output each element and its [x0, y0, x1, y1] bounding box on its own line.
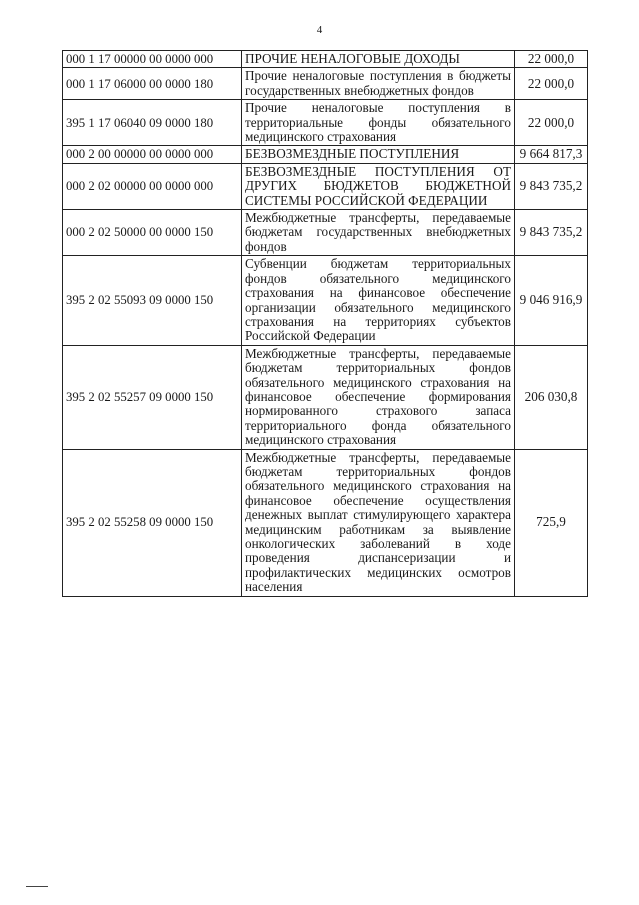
revenue-table	[62, 50, 588, 597]
classification-code: 395 2 02 55093 09 0000 150	[63, 256, 242, 345]
table-row	[63, 146, 588, 163]
table-row	[63, 345, 588, 449]
revenue-amount: 9 843 735,2	[515, 210, 588, 256]
revenue-amount: 22 000,0	[515, 51, 588, 68]
table-row	[63, 449, 588, 596]
revenue-name: Межбюджетные трансферты, передаваемые бюджетам территориальных фондов обязательного медицинского страхования на финансовое обеспечение формирования нормированного страхового запаса территориального фонда обязательного медицинского страхования	[242, 345, 515, 449]
revenue-name: Прочие неналоговые поступления в бюджеты государственных внебюджетных фондов	[242, 68, 515, 100]
revenue-name: Межбюджетные трансферты, передаваемые бюджетам территориальных фондов обязательного медицинского страхования на финансовое обеспечение осуществления денежных выплат стимулирующего характера медицинским работникам за выявление онкологических заболеваний в ходе проведения диспансеризации и профилактических медицинских осмотров населения	[242, 449, 515, 596]
classification-code: 000 1 17 06000 00 0000 180	[63, 68, 242, 100]
revenue-amount: 22 000,0	[515, 100, 588, 146]
table-row	[63, 163, 588, 209]
classification-code: 000 2 00 00000 00 0000 000	[63, 146, 242, 163]
revenue-amount: 725,9	[515, 449, 588, 596]
revenue-name: ПРОЧИЕ НЕНАЛОГОВЫЕ ДОХОДЫ	[242, 51, 515, 68]
revenue-name: Субвенции бюджетам территориальных фондов обязательного медицинского страхования на финансовое обеспечение организации обязательного медицинского страхования на территориях субъектов Российской Федерации	[242, 256, 515, 345]
revenue-amount: 9 664 817,3	[515, 146, 588, 163]
revenue-amount: 9 843 735,2	[515, 163, 588, 209]
revenue-name: БЕЗВОЗМЕЗДНЫЕ ПОСТУПЛЕНИЯ	[242, 146, 515, 163]
revenue-name: Прочие неналоговые поступления в территориальные фонды обязательного медицинского страхования	[242, 100, 515, 146]
page-number: 4	[316, 24, 323, 36]
revenue-amount: 9 046 916,9	[515, 256, 588, 345]
revenue-name: Межбюджетные трансферты, передаваемые бюджетам государственных внебюджетных фондов	[242, 210, 515, 256]
table-row	[63, 68, 588, 100]
classification-code: 000 2 02 00000 00 0000 000	[63, 163, 242, 209]
table-row	[63, 256, 588, 345]
classification-code: 395 2 02 55257 09 0000 150	[63, 345, 242, 449]
revenue-amount: 206 030,8	[515, 345, 588, 449]
classification-code: 395 2 02 55258 09 0000 150	[63, 449, 242, 596]
classification-code: 000 1 17 00000 00 0000 000	[63, 51, 242, 68]
classification-code: 000 2 02 50000 00 0000 150	[63, 210, 242, 256]
footer-divider	[26, 886, 48, 887]
revenue-amount: 22 000,0	[515, 68, 588, 100]
revenue-name: БЕЗВОЗМЕЗДНЫЕ ПОСТУПЛЕНИЯ ОТ ДРУГИХ БЮДЖЕТОВ БЮДЖЕТНОЙ СИСТЕМЫ РОССИЙСКОЙ ФЕДЕРАЦИИ	[242, 163, 515, 209]
table-row	[63, 100, 588, 146]
table-row	[63, 210, 588, 256]
table-row	[63, 51, 588, 68]
classification-code: 395 1 17 06040 09 0000 180	[63, 100, 242, 146]
